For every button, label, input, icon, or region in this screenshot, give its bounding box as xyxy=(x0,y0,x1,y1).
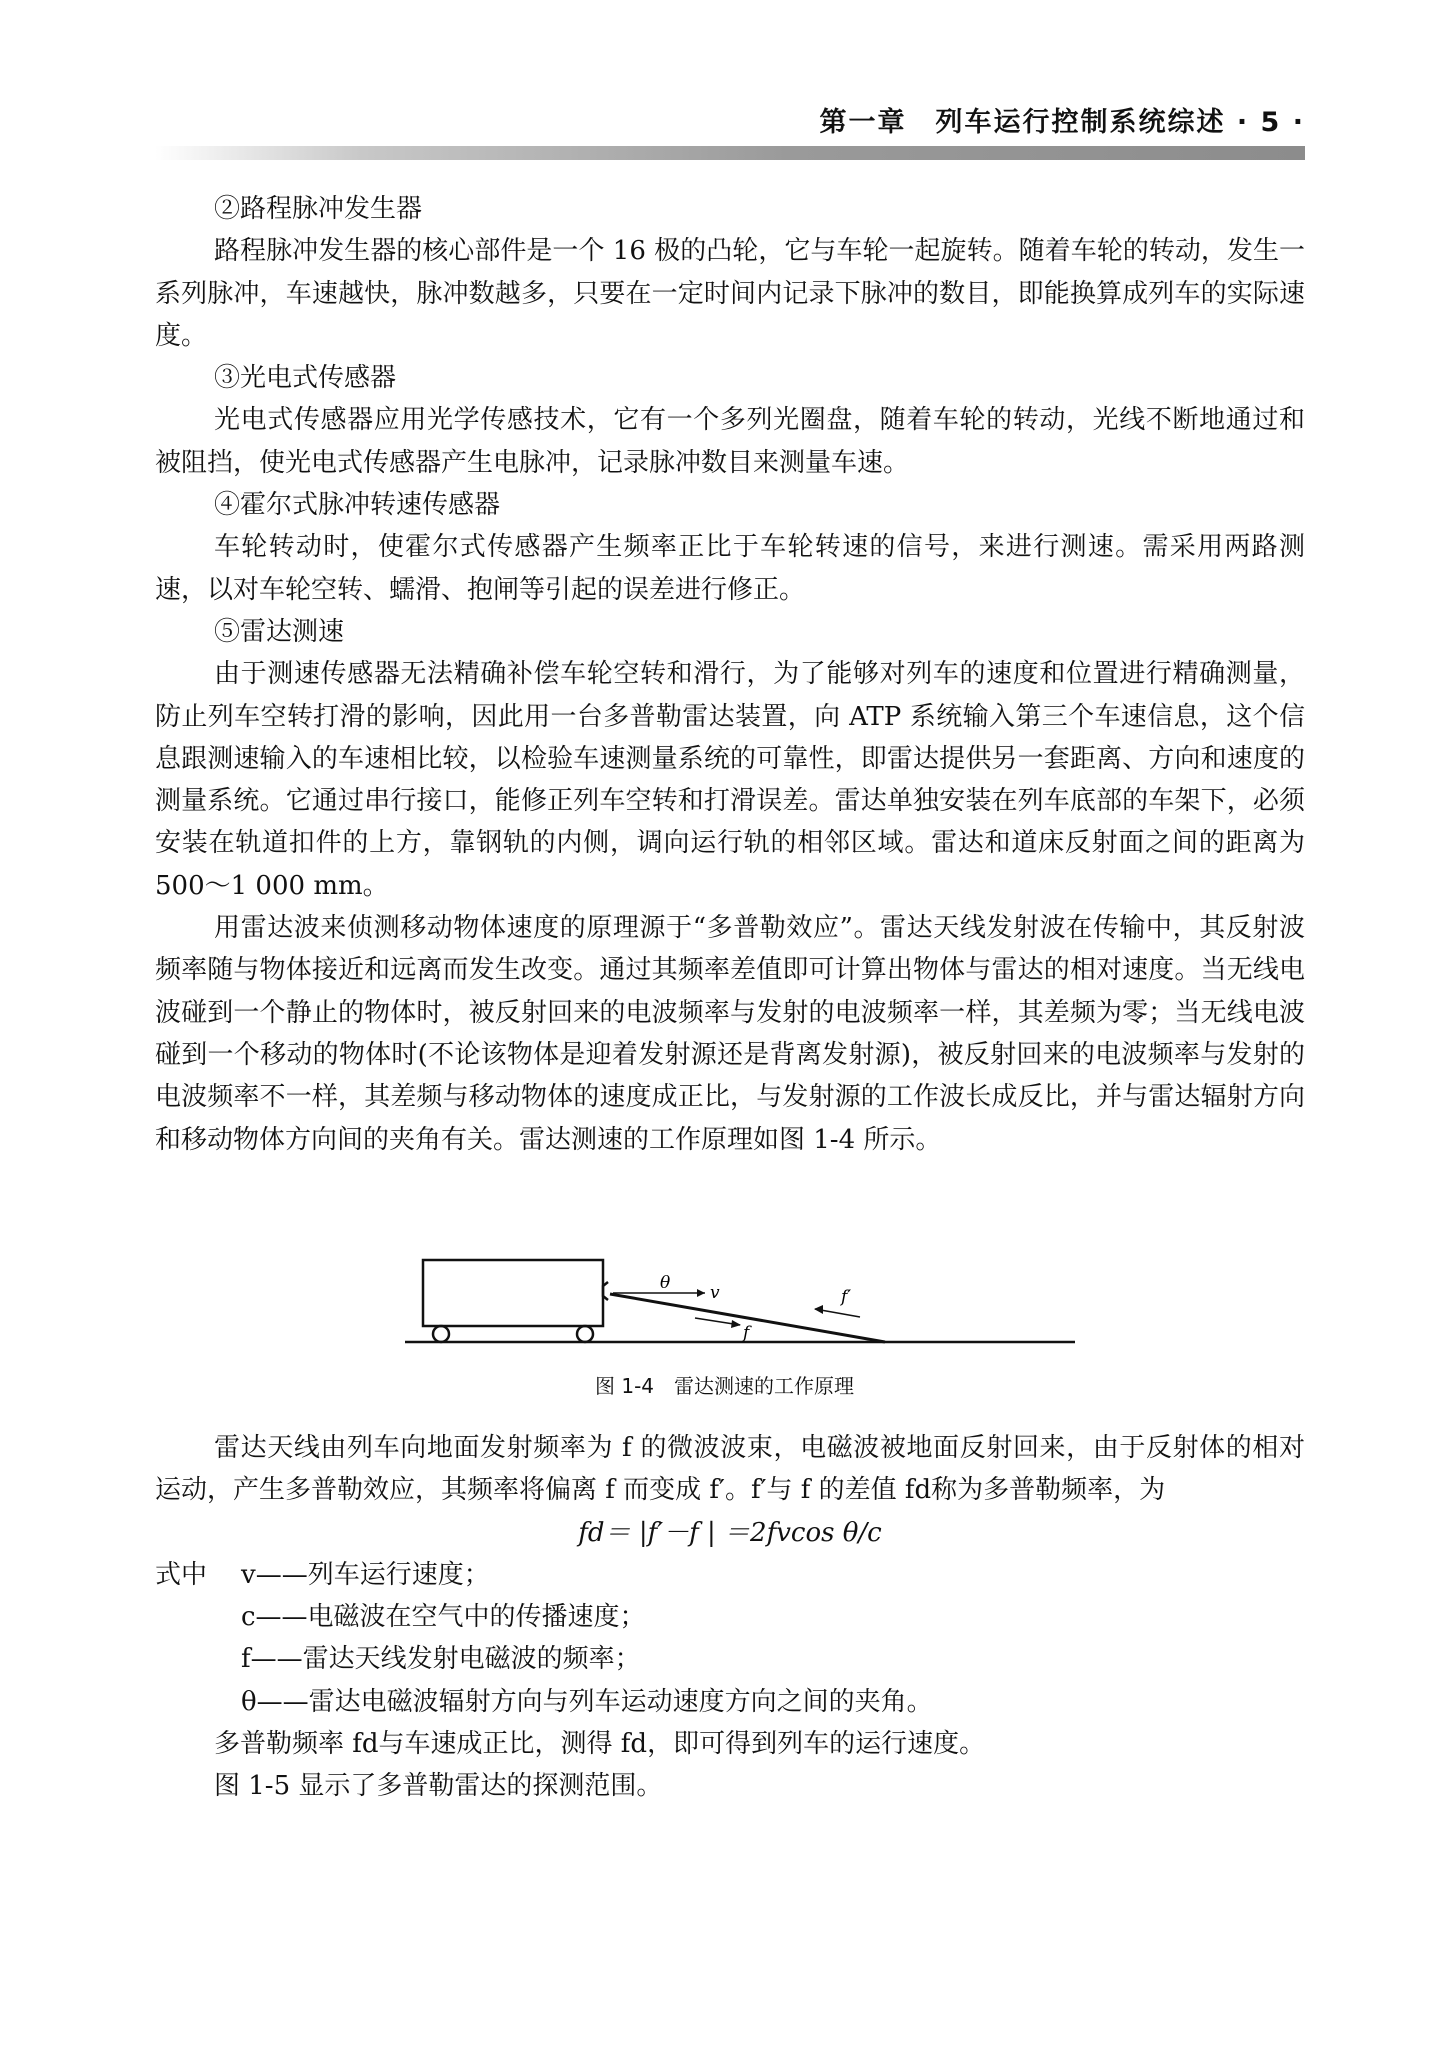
emitted-frequency-label: f xyxy=(743,1323,750,1343)
train-wheel-right xyxy=(577,1326,593,1342)
reflected-wave-arrowhead xyxy=(814,1305,823,1314)
section-title: ⑤雷达测速 xyxy=(214,616,345,647)
where-item: v——列车运行速度； xyxy=(241,1559,490,1590)
figure-caption: 图 1-4 雷达测速的工作原理 xyxy=(594,1374,855,1398)
theta-label: θ xyxy=(660,1273,671,1293)
train-body xyxy=(423,1260,603,1326)
where-item: f——雷达天线发射电磁波的频率； xyxy=(241,1644,641,1675)
velocity-arrowhead xyxy=(697,1289,705,1297)
where-item: θ——雷达电磁波辐射方向与列车运动速度方向之间的夹角。 xyxy=(241,1686,933,1717)
paragraph: 路程脉冲发生器的核心部件是一个 16 极的凸轮，它与车轮一起旋转。随着车轮的转动，发生一系列脉冲，车速越快，脉冲数越多，只要在一定时间内记录下脉冲的数目，即能换算成列车的实际速度。 xyxy=(155,236,1305,351)
running-header: 第一章 列车运行控制系统综述 · 5 · xyxy=(819,107,1305,138)
body-text xyxy=(155,188,1305,1161)
section-title: ②路程脉冲发生器 xyxy=(214,194,423,224)
train-wheel-left xyxy=(433,1326,449,1342)
doppler-formula: fd＝ |f′－f | ＝2fvcos θ/c xyxy=(578,1517,882,1548)
body-text-continued xyxy=(155,1427,1305,1808)
paragraph: 图 1-5 显示了多普勒雷达的探测范围。 xyxy=(214,1771,663,1802)
paragraph: 雷达天线由列车向地面发射频率为 f 的微波波束，电磁波被地面反射回来，由于反射体的相对运动，产生多普勒效应，其频率将偏离 f 而变成 f′。f′与 f 的差值 fd称为多普勒频率，为 xyxy=(155,1433,1305,1506)
where-label: 式中 xyxy=(155,1559,208,1590)
paragraph: 用雷达波来侦测移动物体速度的原理源于“多普勒效应”。雷达天线发射波在传输中，其反射波频率随与物体接近和远离而发生改变。通过其频率差值即可计算出物体与雷达的相对速度。当无线电波碰到一个静止的物体时，被反射回来的电波频率与发射的电波频率一样，其差频为零；当无线电波碰到一个移动的物体时(不论该物体是迎着发射源还是背离发射源)，被反射回来的电波频率与发射的电波频率不一样，其差频与移动物体的速度成正比，与发射源的工作波长成反比，并与雷达辐射方向和移动物体方向间的夹角有关。雷达测速的工作原理如图 1-4 所示。 xyxy=(155,913,1305,1155)
radar-antenna xyxy=(603,1282,608,1300)
emitted-wave-arrowhead xyxy=(731,1320,741,1328)
reflected-frequency-label: f′ xyxy=(841,1287,852,1307)
paragraph: 车轮转动时，使霍尔式传感器产生频率正比于车轮转速的信号，来进行测速。需采用两路测速，以对车轮空转、蠕滑、抱闸等引起的误差进行修正。 xyxy=(155,532,1305,605)
paragraph: 由于测速传感器无法精确补偿车轮空转和滑行，为了能够对列车的速度和位置进行精确测量，防止列车空转打滑的影响，因此用一台多普勒雷达装置，向 ATP 系统输入第三个车速信息，这个信息跟测速输入的车速相比较，以检验车速测量系统的可靠性，即雷达提供另一套距离、方向和速度的测量系统。它通过串行接口，能修正列车空转和打滑误差。雷达单独安装在列车底部的车架下，必须安装在轨道扣件的上方，靠钢轨的内侧，调向运行轨的相邻区域。雷达和道床反射面之间的距离为 500～1 000 mm。 xyxy=(155,659,1305,901)
section-title: ④霍尔式脉冲转速传感器 xyxy=(214,490,501,521)
paragraph: 多普勒频率 fd与车速成正比，测得 fd，即可得到列车的运行速度。 xyxy=(214,1729,986,1760)
paragraph: 光电式传感器应用光学传感技术，它有一个多列光圈盘，随着车轮的转动，光线不断地通过和被阻挡，使光电式传感器产生电脉冲，记录脉冲数目来测量车速。 xyxy=(155,405,1305,478)
where-item: c——电磁波在空气中的传播速度； xyxy=(241,1602,646,1633)
where-list xyxy=(155,1554,1305,1723)
header-rule xyxy=(155,146,1305,160)
radar-diagram xyxy=(405,1258,1075,1344)
section-title: ③光电式传感器 xyxy=(214,363,397,394)
velocity-label: v xyxy=(710,1283,720,1303)
